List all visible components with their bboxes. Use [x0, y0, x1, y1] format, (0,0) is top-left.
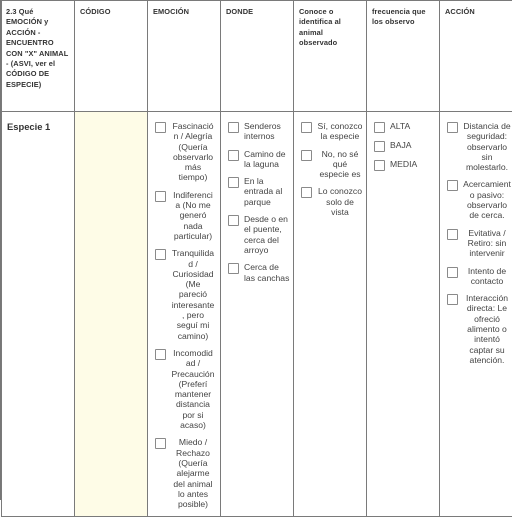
checkbox[interactable]: [228, 122, 239, 133]
species-row: [2, 112, 512, 517]
accion-option-label: Interacción directa: Le ofreció alimento o intentó captar su atención.: [463, 293, 511, 365]
frecuencia-option[interactable]: [374, 159, 437, 171]
frecuencia-header: frecuencia que los observo: [367, 1, 440, 112]
checkbox[interactable]: [155, 438, 166, 449]
emocion-option[interactable]: [155, 121, 218, 183]
checkbox[interactable]: [447, 267, 458, 278]
accion-option-label: Intento de contacto: [463, 266, 511, 287]
checkbox[interactable]: [447, 229, 458, 240]
checkbox[interactable]: [155, 191, 166, 202]
checkbox[interactable]: [447, 122, 458, 133]
accion-option-label: Acercamiento pasivo: observarlo de cerca.: [463, 179, 511, 220]
checkbox[interactable]: [155, 349, 166, 360]
donde-option-label: En la entrada al parque: [244, 176, 290, 207]
conoce-options: [294, 112, 367, 517]
conoce-option[interactable]: [301, 186, 364, 217]
emocion-option-label: Fascinación / Alegría (Quería observarlo más tiempo): [171, 121, 215, 183]
accion-option-label: Evitativa / Retiro: sin intervenir: [463, 228, 511, 259]
conoce-option-label: Sí, conozco la especie: [317, 121, 363, 142]
checkbox[interactable]: [228, 215, 239, 226]
emocion-option-label: Tranquilidad / Curiosidad (Me pareció interesante, pero seguí mi camino): [171, 248, 215, 341]
checkbox[interactable]: [228, 177, 239, 188]
donde-option[interactable]: [228, 262, 291, 283]
checkbox[interactable]: [228, 150, 239, 161]
checkbox[interactable]: [301, 122, 312, 133]
accion-option[interactable]: [447, 121, 511, 172]
accion-option[interactable]: [447, 228, 511, 259]
codigo-input-cell[interactable]: [75, 112, 148, 517]
checkbox[interactable]: [374, 160, 385, 171]
frecuencia-option-label: ALTA: [390, 121, 430, 131]
accion-option-label: Distancia de seguridad: observarlo sin molestarlo.: [463, 121, 511, 172]
codigo-header: CÓDIGO: [75, 1, 148, 112]
donde-option[interactable]: [228, 214, 291, 255]
donde-option-label: Cerca de las canchas: [244, 262, 290, 283]
frecuencia-option-label: MEDIA: [390, 159, 430, 169]
frecuencia-option[interactable]: [374, 121, 437, 133]
conoce-option-label: Lo conozco solo de vista: [317, 186, 363, 217]
emocion-options: [148, 112, 221, 517]
species-label: Especie 1: [2, 112, 75, 517]
accion-option[interactable]: [447, 266, 511, 287]
checkbox[interactable]: [374, 141, 385, 152]
donde-option[interactable]: [228, 149, 291, 170]
checkbox[interactable]: [155, 122, 166, 133]
accion-options: [440, 112, 512, 517]
emocion-header: EMOCIÓN: [148, 1, 221, 112]
emocion-option-label: Miedo / Rechazo (Quería alejarme del animal lo antes posible): [171, 437, 215, 509]
checkbox[interactable]: [374, 122, 385, 133]
accion-option[interactable]: [447, 293, 511, 365]
frecuencia-option-label: BAJA: [390, 140, 430, 150]
conoce-option[interactable]: [301, 149, 364, 180]
donde-option-label: Desde o en el puente, cerca del arroyo: [244, 214, 290, 255]
question-header: 2.3 Qué EMOCIÓN y ACCIÓN - ENCUENTRO CON "X" ANIMAL - (ASVI, ver el CÓDIGO DE ESPECIE): [2, 1, 75, 112]
checkbox[interactable]: [447, 294, 458, 305]
emocion-option[interactable]: [155, 437, 218, 509]
donde-option[interactable]: [228, 176, 291, 207]
accion-option[interactable]: [447, 179, 511, 220]
checkbox[interactable]: [447, 180, 458, 191]
conoce-option-label: No, no sé qué especie es: [317, 149, 363, 180]
checkbox[interactable]: [155, 249, 166, 260]
emocion-option-label: Indiferencia (No me generó nada particular): [171, 190, 215, 241]
checkbox[interactable]: [301, 187, 312, 198]
frecuencia-options: [367, 112, 440, 517]
emocion-option[interactable]: [155, 190, 218, 241]
emocion-option[interactable]: [155, 248, 218, 341]
conoce-option[interactable]: [301, 121, 364, 142]
donde-option-label: Camino de la laguna: [244, 149, 290, 170]
emocion-option-label: Incomodidad / Precaución (Preferí mantener distancia por si acaso): [171, 348, 215, 430]
donde-option[interactable]: [228, 121, 291, 142]
frecuencia-option[interactable]: [374, 140, 437, 152]
donde-header: DONDE: [221, 1, 294, 112]
emotion-action-table: [1, 0, 512, 517]
conoce-header: Conoce o identifica al animal observado: [294, 1, 367, 112]
donde-option-label: Senderos internos: [244, 121, 290, 142]
checkbox[interactable]: [301, 150, 312, 161]
donde-options: [221, 112, 294, 517]
accion-header: ACCIÓN: [440, 1, 512, 112]
emocion-option[interactable]: [155, 348, 218, 430]
header-row: [2, 1, 512, 112]
checkbox[interactable]: [228, 263, 239, 274]
